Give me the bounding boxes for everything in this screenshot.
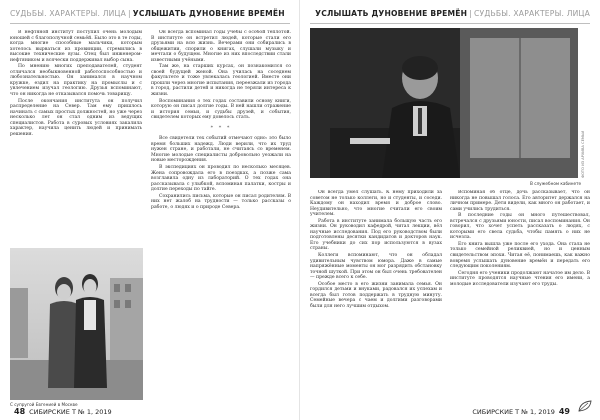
paragraph: Он всегда умел слушать. К нему приходили за советом не только коллеги, но и студенты, и соседи. Каждому он находил время и доброе слово. Неудивительно, что многие считали его своим учителем. <box>310 190 442 218</box>
header-rule <box>310 23 590 24</box>
paragraph: Работа в институте занимала большую часть его жизни. Он руководил кафедрой, читал лекции, вёл научные исследования. Под его руководством были подготовлены десятки кандидатов и докторов наук. Его учебники до сих пор используются в вузах страны. <box>310 218 442 252</box>
paragraph: Все свидетели тех событий отмечают одно: это было время больших надежд. Люди верили, что их труд нужен стране, и работали, не считаясь со временем. Многие молодые специалисты добровольно уезжали на новые месторождения. <box>151 136 291 164</box>
paragraph: Коллеги вспоминают, что он обладал удивительным чувством юмора. Даже в самые напряжённые моменты он мог разрядить обстановку точной шуткой. При этом он был очень требователен — прежде всего к себе. <box>310 253 442 281</box>
section-label: СУДЬБЫ. ХАРАКТЕРЫ. ЛИЦА <box>10 9 126 18</box>
paragraph: После окончания института он получил распределение на Север. Там ему пришлось начинать с самых простых должностей, но уже через несколько лет он стал одним из ведущих специалистов. Работа в суровых условиях закалила характер, научила ценить людей и принимать решения. <box>10 98 142 137</box>
paragraph: В нефтяной институт поступил очень молодым юношей с благополучной семьёй. Было это в те годы, когда многие способные мальчики, которым хотелось вырваться из провинции, стремились в высокие технические вузы. Отец был инженером-нефтяником и всячески поддерживал выбор сына. <box>10 30 142 63</box>
left-column-1 <box>10 30 142 244</box>
couple-photo <box>10 248 143 400</box>
paragraph: По мнению многих преподавателей, студент отличался необыкновенной работоспособностью и любознательностью. Он занимался в научном кружке, ездил на практику на промыслы и с увлечением изучал геологию. Друзья вспоминают, что он никогда не отказывался помочь товарищу. <box>10 64 142 98</box>
left-footer <box>10 407 112 416</box>
right-column-2 <box>450 190 590 402</box>
photo-credit: ФОТО ИЗ АРХИВА СЕМЬИ <box>581 130 585 178</box>
running-title: УСЛЫШАТЬ ДУНОВЕНИЕ ВРЕМЁН <box>132 9 285 18</box>
office-photo <box>310 28 578 178</box>
paragraph: Там же, на старших курсах, он познакомился со своей будущей женой. Она училась на соседнем факультете и тоже увлекалась геологией. Вместе они прошли через многие испытания, переезжали из города в город, растили детей и никогда не теряли интереса к жизни. <box>151 64 291 98</box>
right-page <box>300 0 600 420</box>
leaf-icon <box>578 397 592 416</box>
paragraph: Вспоминая об отце, дочь рассказывает, что он никогда не повышал голоса. Его авторитет держался на личном примере. Дети видели, как много он работает, и сами учились трудиться. <box>450 190 590 212</box>
paragraph: Он всегда вспоминал годы учёбы с особой теплотой. В институте он встретил людей, которые стали его друзьями на всю жизнь. Вечерами они собирались в общежитии, спорили о книгах, слушали музыку и мечтали о будущем. Многие из них впоследствии стали известными учёными. <box>151 30 291 63</box>
paragraph: Воспоминания о тех годах составили основу книги, которую он писал долгие годы. В ней нашли отражение и история семьи, и судьбы друзей, и события, свидетелем которых ему довелось стать. <box>151 98 291 121</box>
left-page-header: СУДЬБЫ. ХАРАКТЕРЫ. ЛИЦА | УСЛЫШАТЬ ДУНОВЕНИЕ ВРЕМЁН <box>10 9 285 18</box>
section-divider: * * * <box>210 124 232 131</box>
paragraph: В экспедициях он проводил по несколько месяцев. Жена сопровождала его в поездках, а позже сама возглавила одну из лабораторий. О тех годах она рассказывала с улыбкой, вспоминая палатки, костры и долгие переходы по тайге. <box>151 165 291 193</box>
page-number: 48 <box>14 407 26 416</box>
paragraph: Сохранились письма, которые он писал родителям. В них нет жалоб на трудности — только рассказы о работе, о людях и о природе Севера. <box>151 193 291 210</box>
right-column-1 <box>310 190 442 402</box>
paragraph: Особое место в его жизни занимала семья. Он гордился детьми и внуками, радовался их успехам и всегда был готов поддержать в трудную минуту. Семейные вечера с чаем и долгими разговорами были для него лучшим отдыхом. <box>310 281 442 309</box>
journal-issue: СИБИРСКИЕ Т № 1, 2019 <box>29 408 112 416</box>
right-page-header: УСЛЫШАТЬ ДУНОВЕНИЕ ВРЕМЁН | СУДЬБЫ. ХАРАКТЕРЫ. ЛИЦА <box>315 9 590 18</box>
paragraph: Сегодня его ученики продолжают начатое им дело. В институте проводятся научные чтения его имени, а молодые исследователи изучают его труды. <box>450 270 590 287</box>
journal-issue: СИБИРСКИЕ Т № 1, 2019 <box>472 408 555 416</box>
running-title: УСЛЫШАТЬ ДУНОВЕНИЕ ВРЕМЁН <box>315 9 468 18</box>
photo-caption: С супругой Евгенией в Москве <box>10 402 78 407</box>
paragraph: В последние годы он много путешествовал, встречался с друзьями юности, писал воспоминания. Он говорил, что хочет успеть рассказать о людях, с которыми его свела судьба, чтобы память о них не исчезла. <box>450 213 590 241</box>
page-number: 49 <box>558 407 570 416</box>
left-column-2 <box>151 30 291 402</box>
right-footer <box>472 407 574 416</box>
photo-caption: В служебном кабинете <box>530 181 582 186</box>
paragraph: Его книга вышла уже после его ухода. Она стала не только семейной реликвией, но и ценным свидетельством эпохи. Читая её, понимаешь, как важно вовремя услышать дуновение времён и передать его следующим поколениям. <box>450 241 590 270</box>
section-label: СУДЬБЫ. ХАРАКТЕРЫ. ЛИЦА <box>474 9 590 18</box>
header-rule <box>10 23 290 24</box>
